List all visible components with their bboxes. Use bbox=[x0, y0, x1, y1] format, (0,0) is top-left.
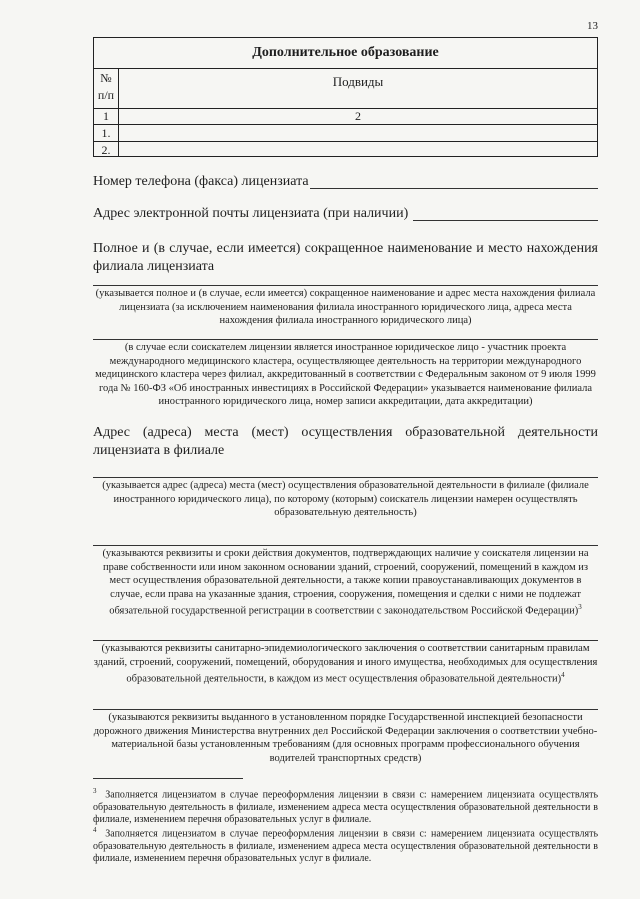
row-number: 2. bbox=[101, 143, 111, 157]
table-row bbox=[94, 125, 597, 142]
footnote-3 bbox=[93, 785, 598, 827]
address-note-2-text: (указываются реквизиты и сроки действия документов, подтверждающих наличие у соискателя лицензии на праве собственности или ином законном основании зданий, строений, сооружений, помещений в каждом из мест осуществления образовательной деятельности, а также копии правоустанавливающих документов в случае, если права на указанные здания, строения, сооружения, помещения и сделки с ними не подлежат обязательной государственной регистрации в соответствии с законодательством Российской Федерации) bbox=[102, 548, 589, 617]
address-line-2[interactable] bbox=[93, 545, 598, 546]
additional-education-table bbox=[93, 37, 598, 157]
table-row bbox=[94, 142, 597, 158]
table-title: Дополнительное образование bbox=[94, 38, 597, 69]
footnote-ref-3: 3 bbox=[578, 603, 582, 611]
phone-label: Номер телефона (факса) лицензиата bbox=[93, 174, 309, 189]
email-input-line[interactable] bbox=[413, 220, 598, 221]
header-number: № п/п bbox=[97, 71, 115, 102]
footnote-text: Заполняется лицензиатом в случае переоформления лицензии в связи с: намерением лицензиата осуществлять образовательную деятельность в филиале, изменением адреса места осуществления образовательной деятельности в филиале, изменением перечня образовательных услуг в филиале. bbox=[93, 828, 599, 865]
header-subtypes: Подвиды bbox=[332, 74, 384, 89]
address-heading: Адрес (адреса) места (мест) осуществления образовательной деятельности лицензиата в филиале bbox=[93, 425, 598, 458]
branch-heading: Полное и (в случае, если имеется) сокращенное наименование и место нахождения филиала лицензиата bbox=[93, 241, 598, 274]
table-row bbox=[94, 108, 597, 125]
table-header-row bbox=[94, 68, 597, 109]
footnote-text: Заполняется лицензиатом в случае переоформления лицензии в связи с: намерением лицензиата осуществлять образовательную деятельность в филиале, изменением адреса места осуществления образовательной деятельности в филиале, изменением перечня образовательных услуг в филиале. bbox=[93, 789, 599, 826]
column-divider bbox=[118, 68, 119, 156]
page-number: 13 bbox=[587, 20, 598, 32]
phone-input-line[interactable] bbox=[310, 188, 598, 189]
footnote-4 bbox=[93, 824, 598, 866]
address-line-4[interactable] bbox=[93, 709, 598, 710]
address-note-3-text: (указываются реквизиты санитарно-эпидемиологического заключения о соответствии санитарным правилам зданий, строений, сооружений, помещений, оборудования и иного имущества, необходимых для осуществления образовательной деятельности, в каждом из мест осуществления образовательной деятельности) bbox=[93, 643, 598, 685]
row-value: 2 bbox=[355, 109, 361, 123]
address-line-3[interactable] bbox=[93, 640, 598, 641]
email-label: Адрес электронной почты лицензиата (при наличии) bbox=[93, 206, 409, 221]
address-note-1: (указывается адрес (адреса) места (мест) осуществления образовательной деятельности в филиале (филиале иностранного юридического лица), по которому (которым) соискатель лицензии намерен осуществлять образовательную деятельность) bbox=[102, 480, 589, 518]
footnote-ref-4: 4 bbox=[561, 671, 565, 679]
footnote-mark: 4 bbox=[93, 826, 97, 834]
footnote-mark: 3 bbox=[93, 787, 97, 795]
address-note-4: (указываются реквизиты выданного в установленном порядке Государственной инспекцией безопасности дорожного движения Министерства внутренних дел Российской Федерации заключения о соответствии учебно-материальной базы установленным требованиям (для основных программ профессионального обучения водителей транспортных средств) bbox=[93, 712, 598, 764]
branch-name-line[interactable] bbox=[93, 285, 598, 286]
address-note-3 bbox=[93, 642, 598, 686]
row-number: 1. bbox=[101, 126, 111, 140]
branch-note-2: (в случае если соискателем лицензии является иностранное юридическое лицо - участник проекта международного медицинского кластера, осуществляющее деятельность на территории международного медицинского кластера через филиал, аккредитованный в соответствии с Федеральным законом от 9 июля 1999 года № 160-ФЗ «Об иностранных инвестициях в Российской Федерации» указывается наименование филиала иностранного юридического лица, номер записи аккредитации, дата аккредитации) bbox=[95, 342, 596, 407]
row-number: 1 bbox=[103, 109, 109, 123]
address-note-2 bbox=[93, 547, 598, 618]
footnote-separator bbox=[93, 778, 243, 779]
address-line-1[interactable] bbox=[93, 477, 598, 478]
branch-note-1: (указывается полное и (в случае, если имеется) сокращенное наименование и адрес места нахождения филиала лицензиата (за исключением наименования филиала иностранного юридического лица, адреса места нахождения филиала иностранного юридического лица) bbox=[95, 288, 596, 326]
branch-foreign-line[interactable] bbox=[93, 339, 598, 340]
